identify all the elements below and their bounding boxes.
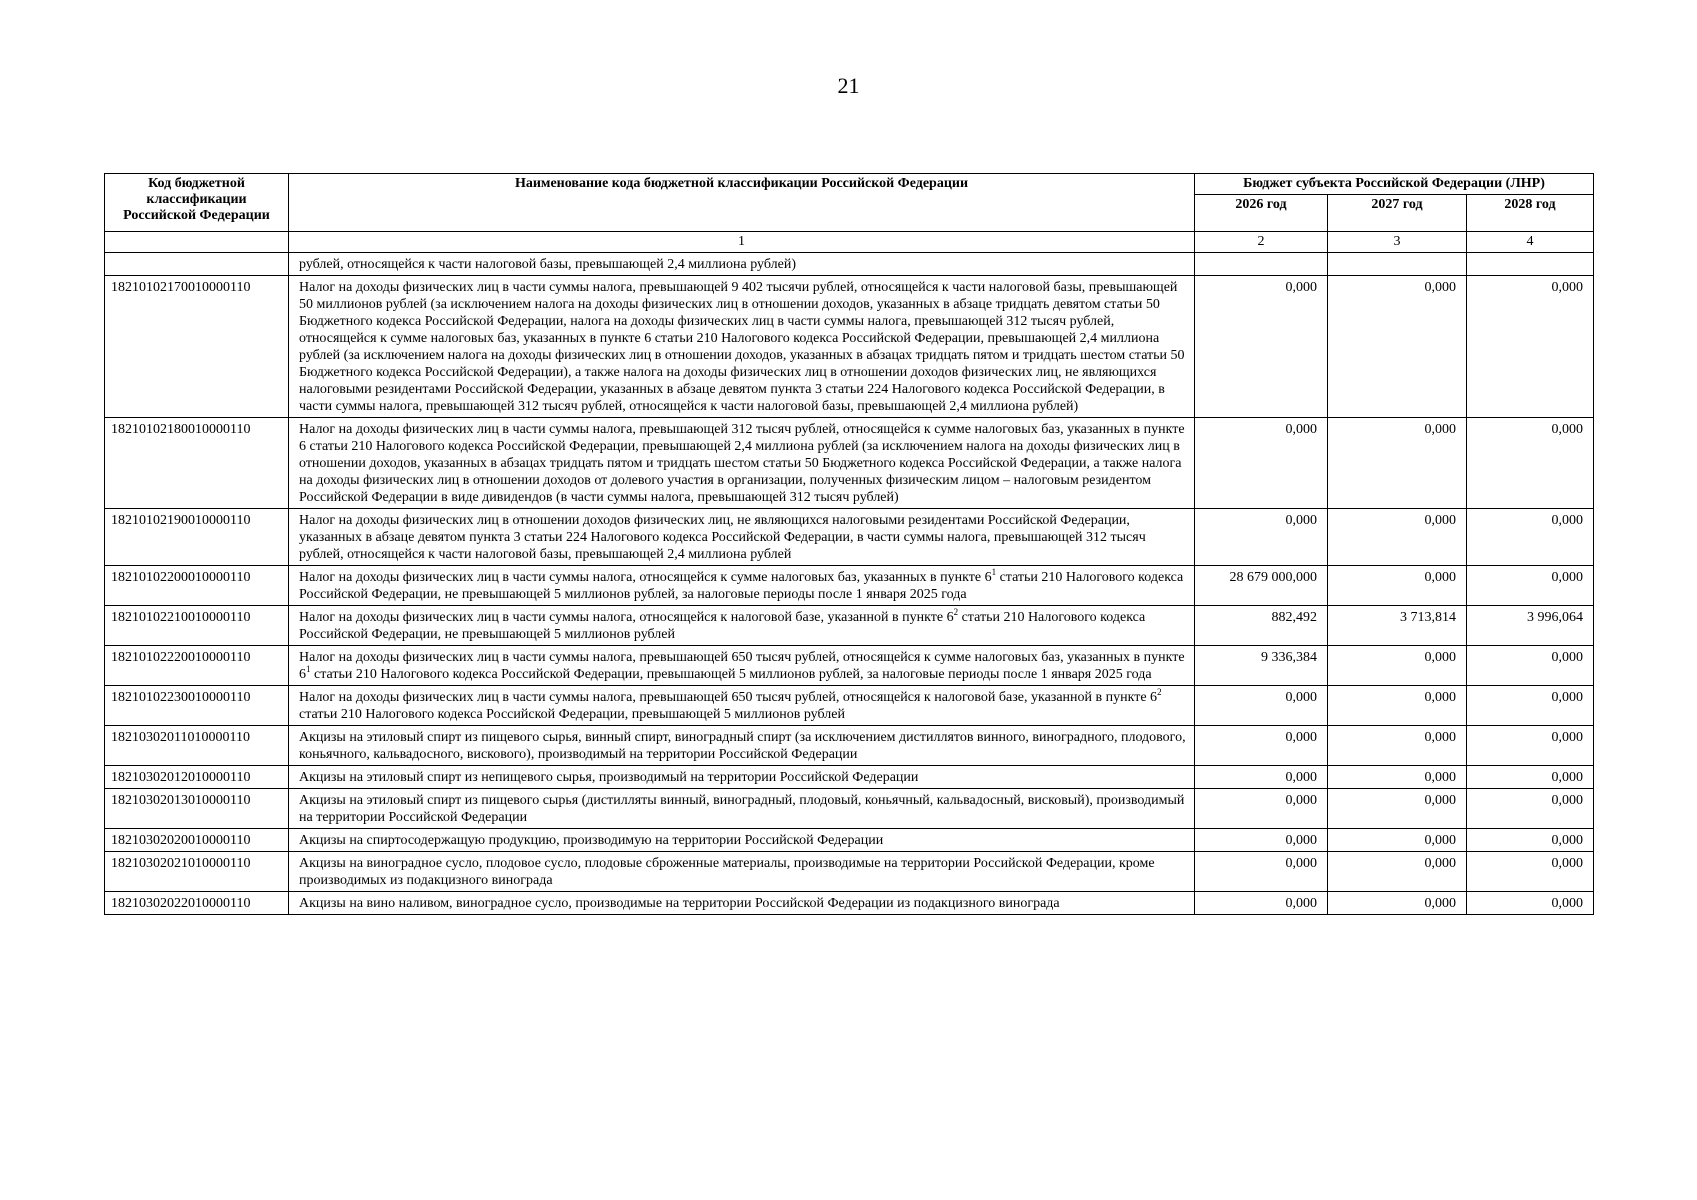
table-row <box>105 418 1594 509</box>
table-row <box>105 646 1594 686</box>
value-2027: 0,000 <box>1328 892 1467 915</box>
code-cell <box>105 253 289 276</box>
name-cell <box>289 276 1195 418</box>
name-cell <box>289 766 1195 789</box>
name-cell <box>289 509 1195 566</box>
table-row <box>105 606 1594 646</box>
name-cell <box>289 646 1195 686</box>
value-2026: 0,000 <box>1195 726 1328 766</box>
superscript: 1 <box>991 567 997 577</box>
table-row <box>105 726 1594 766</box>
value-2026: 28 679 000,000 <box>1195 566 1328 606</box>
name-cell <box>289 566 1195 606</box>
code-cell: 18210102180010000110 <box>105 418 289 509</box>
name-text: Налог на доходы физических лиц в отношении доходов физических лиц, не являющихся налоговыми резидентами Российской Федерации, указанных в абзаце девятом пункта 3 статьи 224 Налогового кодекса Российской Федерации, в части суммы налога, превышающей 312 тысяч рублей, относящейся к части налоговой базы, превышающей 2,4 миллиона рублей <box>299 513 1146 562</box>
value-2026: 0,000 <box>1195 852 1328 892</box>
name-text: Налог на доходы физических лиц в части суммы налога, превышающей 650 тысяч рублей, относящейся к сумме налоговых баз, указанных в пункте 6 <box>299 650 1185 682</box>
code-cell: 18210102220010000110 <box>105 646 289 686</box>
value-2027: 0,000 <box>1328 646 1467 686</box>
table-header <box>105 174 1594 253</box>
name-cell: рублей, относящейся к части налоговой базы, превышающей 2,4 миллиона рублей) <box>289 253 1195 276</box>
value-2028: 0,000 <box>1467 686 1594 726</box>
code-cell: 18210302021010000110 <box>105 852 289 892</box>
name-text: Налог на доходы физических лиц в части суммы налога, относящейся к сумме налоговых баз, указанных в пункте 6 <box>299 570 992 585</box>
value-2026: 0,000 <box>1195 766 1328 789</box>
table-row <box>105 789 1594 829</box>
continuation-row <box>105 253 1594 276</box>
value-2027: 0,000 <box>1328 276 1467 418</box>
value-2028: 0,000 <box>1467 892 1594 915</box>
value-2028: 0,000 <box>1467 726 1594 766</box>
name-text: Налог на доходы физических лиц в части суммы налога, превышающей 9 402 тысячи рублей, относящейся к части налоговой базы, превышающей 50 миллионов рублей (за исключением налога на доходы физических лиц в отношении доходов, указанных в абзаце тридцать девятом статьи 50 Бюджетного кодекса Российской Федерации, налога на доходы физических лиц в части суммы налога, превышающей 312 тысяч рублей, относящейся к сумме налоговых баз, указанных в пункте 6 статьи 210 Налогового кодекса Российской Федерации, превышающей 2,4 миллиона рублей (за исключением налога на доходы физических лиц в отношении доходов, указанных в абзацах тридцать пятом и тридцать шестом статьи 50 Бюджетного кодекса Российской Федерации), а также налога на доходы физических лиц в отношении доходов физических лиц, не являющихся налоговыми резидентами Российской Федерации, указанных в абзаце девятом пункта 3 статьи 224 Налогового кодекса Российской Федерации, в части суммы налога, превышающей 312 тысяч рублей, относящейся к части налоговой базы, превышающей 2,4 миллиона рублей) <box>299 280 1185 414</box>
code-cell: 18210102210010000110 <box>105 606 289 646</box>
value-2028: 0,000 <box>1467 829 1594 852</box>
code-cell: 18210302013010000110 <box>105 789 289 829</box>
header-year-2026: 2026 год <box>1195 195 1328 232</box>
value-2027: 0,000 <box>1328 566 1467 606</box>
name-text: Акцизы на спиртосодержащую продукцию, производимую на территории Российской Федерации <box>299 833 884 848</box>
value-2026: 0,000 <box>1195 509 1328 566</box>
superscript: 1 <box>306 664 311 674</box>
value-2028 <box>1467 253 1594 276</box>
table-row <box>105 686 1594 726</box>
name-cell <box>289 606 1195 646</box>
column-number: 3 <box>1328 232 1467 253</box>
name-text: Налог на доходы физических лиц в части суммы налога, превышающей 650 тысяч рублей, относящейся к налоговой базе, указанной в пункте 6 <box>299 690 1158 705</box>
value-2028: 3 996,064 <box>1467 606 1594 646</box>
name-text: Акцизы на этиловый спирт из пищевого сырья (дистилляты винный, виноградный, плодовый, коньячный, кальвадосный, висковый), производимый на территории Российской Федерации <box>299 793 1185 825</box>
name-cell <box>289 686 1195 726</box>
superscript: 2 <box>953 607 959 617</box>
code-cell: 18210102200010000110 <box>105 566 289 606</box>
value-2028: 0,000 <box>1467 276 1594 418</box>
name-text: Акцизы на виноградное сусло, плодовое сусло, плодовые сброженные материалы, производимые на территории Российской Федерации, кроме производимых из подакцизного винограда <box>299 856 1155 888</box>
code-cell: 18210302012010000110 <box>105 766 289 789</box>
name-cell <box>289 829 1195 852</box>
superscript: 2 <box>1157 687 1162 697</box>
table-row <box>105 829 1594 852</box>
name-text: Акцизы на этиловый спирт из непищевого сырья, производимый на территории Российской Федерации <box>299 770 919 785</box>
table-body <box>105 253 1594 915</box>
table-row <box>105 276 1594 418</box>
value-2026: 0,000 <box>1195 892 1328 915</box>
header-code: Код бюджетной классификации Российской Федерации <box>105 174 289 232</box>
value-2026 <box>1195 253 1328 276</box>
value-2026: 9 336,384 <box>1195 646 1328 686</box>
name-cell <box>289 852 1195 892</box>
name-cell <box>289 789 1195 829</box>
code-cell: 18210102230010000110 <box>105 686 289 726</box>
code-cell: 18210102190010000110 <box>105 509 289 566</box>
header-year-2028: 2028 год <box>1467 195 1594 232</box>
value-2026: 0,000 <box>1195 789 1328 829</box>
value-2027: 0,000 <box>1328 789 1467 829</box>
header-year-2027: 2027 год <box>1328 195 1467 232</box>
table-row <box>105 766 1594 789</box>
table-row <box>105 566 1594 606</box>
name-text: статьи 210 Налогового кодекса Российской Федерации, превышающей 5 миллионов рублей <box>299 707 845 722</box>
page-number: 21 <box>837 73 860 98</box>
value-2028: 0,000 <box>1467 646 1594 686</box>
column-number-row <box>105 232 1594 253</box>
value-2028: 0,000 <box>1467 418 1594 509</box>
table-row <box>105 509 1594 566</box>
name-text: статьи 210 Налогового кодекса Российской Федерации, не превышающей 5 миллионов рублей <box>299 610 1146 642</box>
value-2026: 0,000 <box>1195 829 1328 852</box>
name-text: Налог на доходы физических лиц в части суммы налога, относящейся к налоговой базе, указанной в пункте 6 <box>299 610 954 625</box>
name-text: Акцизы на этиловый спирт из пищевого сырья, винный спирт, виноградный спирт (за исключением дистиллятов винного, виноградного, плодового, коньячного, кальвадосного, вискового), производимый на территории Российской Федерации <box>299 730 1186 762</box>
value-2026: 0,000 <box>1195 686 1328 726</box>
value-2028: 0,000 <box>1467 566 1594 606</box>
name-text: статьи 210 Налогового кодекса Российской Федерации, превышающей 5 миллионов рублей, за налоговые периоды после 1 января 2025 года <box>310 667 1152 682</box>
header-name: Наименование кода бюджетной классификации Российской Федерации <box>289 174 1195 232</box>
budget-table <box>104 173 1594 915</box>
column-number-empty <box>105 232 289 253</box>
table-row <box>105 852 1594 892</box>
name-text: Акцизы на вино наливом, виноградное сусло, производимые на территории Российской Федерации из подакцизного винограда <box>299 896 1060 911</box>
name-text: статьи 210 Налогового кодекса Российской Федерации, не превышающей 5 миллионов рублей, за налоговые периоды после 1 января 2025 года <box>299 570 1184 602</box>
name-text: Налог на доходы физических лиц в части суммы налога, превышающей 312 тысяч рублей, относящейся к сумме налоговых баз, указанных в пункте 6 статьи 210 Налогового кодекса Российской Федерации, превышающей 2,4 миллиона рублей (за исключением налога на доходы физических лиц в отношении доходов, указанных в абзацах тридцать пятом и тридцать шестом статьи 50 Бюджетного кодекса Российской Федерации, а также налога на доходы физических лиц в отношении доходов от долевого участия в организации, полученных физическим лицом – налоговым резидентом Российской Федерации в виде дивидендов (в части суммы налога, превышающей 312 тысяч рублей) <box>299 422 1185 505</box>
code-cell: 18210102170010000110 <box>105 276 289 418</box>
value-2027: 0,000 <box>1328 509 1467 566</box>
value-2027: 3 713,814 <box>1328 606 1467 646</box>
value-2028: 0,000 <box>1467 789 1594 829</box>
value-2028: 0,000 <box>1467 852 1594 892</box>
column-number: 1 <box>289 232 1195 253</box>
code-cell: 18210302020010000110 <box>105 829 289 852</box>
name-cell <box>289 418 1195 509</box>
value-2027: 0,000 <box>1328 766 1467 789</box>
name-cell <box>289 726 1195 766</box>
code-cell: 18210302022010000110 <box>105 892 289 915</box>
value-2027: 0,000 <box>1328 829 1467 852</box>
table-row <box>105 892 1594 915</box>
value-2027: 0,000 <box>1328 726 1467 766</box>
column-number: 2 <box>1195 232 1328 253</box>
value-2026: 0,000 <box>1195 276 1328 418</box>
value-2027 <box>1328 253 1467 276</box>
value-2027: 0,000 <box>1328 686 1467 726</box>
code-cell: 18210302011010000110 <box>105 726 289 766</box>
value-2028: 0,000 <box>1467 509 1594 566</box>
value-2027: 0,000 <box>1328 852 1467 892</box>
column-number: 4 <box>1467 232 1594 253</box>
value-2026: 0,000 <box>1195 418 1328 509</box>
value-2026: 882,492 <box>1195 606 1328 646</box>
value-2027: 0,000 <box>1328 418 1467 509</box>
name-cell <box>289 892 1195 915</box>
value-2028: 0,000 <box>1467 766 1594 789</box>
header-budget-group: Бюджет субъекта Российской Федерации (ЛНР) <box>1195 174 1594 195</box>
